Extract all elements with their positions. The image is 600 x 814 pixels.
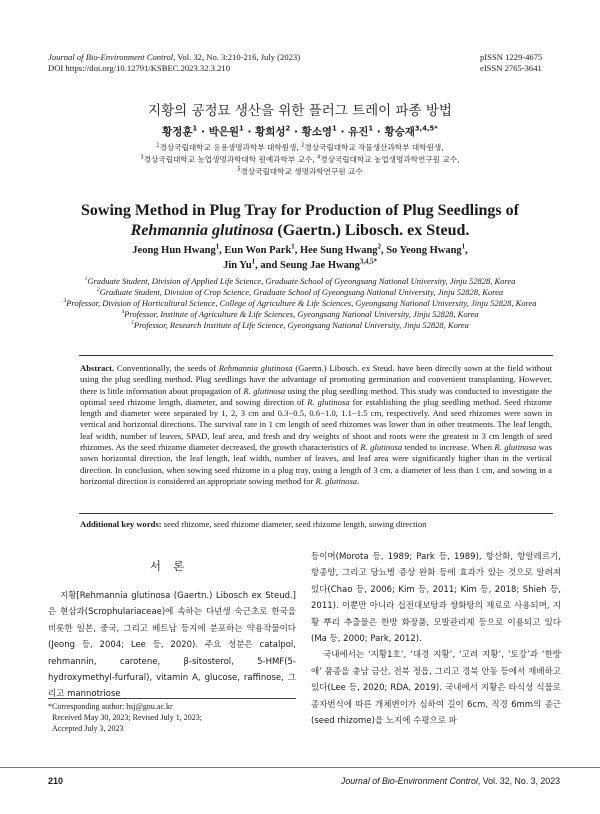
paragraph: 지황[Rehmannia glutinosa (Gaertn.) Libosch ex Steud.]은 현삼과(Scrophulariaceae)에 속하는 다년생 숙근초로 한국을 비롯한 일본, 중국, 그리고 베트남 등지에 분포하는 약용작물이다(Jeong 등, 2004; Lee 등, 2020). 주요 성분은 catalpol, rehmannin, carotene, β-sitosterol, 5-HMF(5-hydroxymethyl-furfural), vitamin A, glucose, raffinose, 그리고 mannotriose bbox=[48, 591, 296, 700]
pissn: pISSN 1229-4675 bbox=[480, 52, 543, 62]
authors-line: Jin Yu$^1$, and Seung Jae Hwang$^{3,4,5*}$ bbox=[223, 258, 377, 271]
english-title bbox=[30, 201, 570, 241]
species-name: R. glutinosa bbox=[315, 475, 358, 486]
affiliation-text: Graduate Student, Division of Crop Science, Graduate School of Gyeongsang National University, Jinju 52828, Korea bbox=[99, 287, 504, 297]
author-affiliation-mark: 1 bbox=[215, 243, 220, 251]
footnote-rule bbox=[48, 698, 296, 699]
abstract-label: Abstract. bbox=[80, 363, 115, 373]
english-authors bbox=[40, 243, 560, 273]
affiliation-line bbox=[50, 276, 550, 287]
affiliation-text: 경상국립대학교 응용생명과학부 대학원생, bbox=[159, 143, 302, 152]
abstract-bottom-rule bbox=[79, 513, 553, 514]
affiliation-line bbox=[50, 287, 550, 298]
author-affiliation-mark: 2 bbox=[285, 124, 291, 133]
korean-title: 지황의 공정묘 생산을 위한 플러그 트레이 파종 방법 bbox=[148, 103, 452, 119]
author-name: 유진 bbox=[348, 126, 369, 138]
abstract bbox=[80, 363, 552, 487]
english-title-line1: Sowing Method in Plug Tray for Production of Plug Seedlings of bbox=[81, 202, 519, 219]
author-affiliation-mark: 1 bbox=[332, 124, 337, 133]
received-date: Received May 30, 2023; Revised July 1, 2023; bbox=[52, 713, 202, 723]
citation-rest: , Vol. 32, No. 3:210-216, July (2023) bbox=[173, 52, 301, 62]
corresponding-author: *Corresponding author: hsj@gnu.ac.kr bbox=[48, 702, 173, 711]
journal-name: Journal of Bio-Environment Control bbox=[48, 52, 174, 62]
paragraph: 등이며(Morota 등, 1989; Park 등, 1989), 항산화, 항알레르기, 항종양, 그리고 당뇨병 증상 완화 등에 효과가 있는 것으로 알려져 있다(Chao 등, 2006; Kim 등, 2011; Kim 등, 2018; Shieh 등, 2011). 이뿐만 아니라 십전대보탕과 쌍화탕의 재료로 사용되며, 지황 뿌리 추출물은 한방 화장품, 모발관리제 등으로 이용되고 있다(Ma 등, 2000; Park, 2012). bbox=[311, 552, 561, 645]
species-name: R. glutinosa bbox=[360, 442, 403, 453]
author-name: 황희성 bbox=[255, 126, 286, 138]
affiliation-text: 경상국립대학교 작물생산과학부 대학원생, bbox=[304, 143, 444, 152]
affiliation-line bbox=[50, 309, 550, 320]
keywords-label: Additional key words: bbox=[80, 519, 162, 529]
affiliation-mark: 2 bbox=[96, 287, 100, 294]
abstract-text: tended to increase. When bbox=[402, 442, 495, 453]
affiliation-line bbox=[50, 320, 550, 331]
affiliation-mark: 1 bbox=[156, 142, 160, 149]
author-affiliation-mark: 1 bbox=[291, 243, 295, 251]
abstract-text: Conventionally, the seeds of bbox=[114, 363, 219, 373]
author-name: Jeong Hun Hwang bbox=[132, 245, 216, 256]
author-name: Hee Sung Hwang bbox=[299, 245, 378, 256]
species-name: R. glutinosa bbox=[494, 442, 537, 453]
eissn: eISSN 2765-3641 bbox=[480, 63, 542, 73]
english-title-line2: Rehmannia glutinosa (Gaertn.) Libosch. ex Steud. bbox=[130, 222, 470, 239]
affiliation-text: Professor, Division of Horticultural Science, College of Agriculture & Life Sciences, Gyeongsang National University, Jinju 52828, Korea bbox=[66, 298, 537, 308]
author-name: Eun Won Park bbox=[224, 245, 292, 256]
author-name: Jin Yu bbox=[223, 260, 252, 271]
affiliation-text: 경상국립대학교 생명과학연구원 교수 bbox=[240, 167, 363, 176]
affiliation-mark: 1 bbox=[84, 276, 88, 283]
accepted-date: Accepted July 3, 2023 bbox=[52, 724, 124, 734]
footer-journal: Journal of Bio-Environment Control, Vol. 32, No. 3, 2023 bbox=[340, 776, 560, 786]
author-name: So Yeong Hwang bbox=[386, 245, 462, 256]
body-right-column bbox=[311, 549, 561, 729]
author-name: 황정훈 bbox=[162, 126, 193, 138]
korean-affiliations bbox=[40, 142, 560, 178]
author-affiliation-mark: 1 bbox=[251, 258, 256, 266]
author-affiliation-mark: 1 bbox=[461, 243, 466, 251]
affiliation-line bbox=[40, 154, 560, 166]
affiliation-line bbox=[40, 142, 560, 154]
abstract-text: using the plug seedling method. This study was conducted to investigate the optimal seed rhizome length, diameter, and sowing direction of bbox=[80, 385, 552, 407]
affiliation-mark: 2 bbox=[301, 142, 305, 149]
species-name: Rehmannia glutinosa bbox=[130, 222, 274, 239]
affiliation-text: Professor, Research Institute of Life Science, Gyeongsang National University, Jinju 52828, Korea bbox=[133, 320, 469, 330]
species-name: Rehmannia glutinosa bbox=[218, 363, 293, 373]
author-affiliation-mark: 1 bbox=[192, 124, 198, 133]
affiliation-mark: 3 bbox=[63, 298, 67, 305]
body-left-column bbox=[48, 588, 296, 703]
affiliation-mark: 5 bbox=[237, 166, 241, 173]
abstract-text: was sown horizontal direction, the leaf length, leaf width, number of leaves, and leaf area were significantly higher than in the vertical direction. In conclusion, when sowing seed rhizome in a plug tray, using a length of 3 cm, a diameter of less than 1 cm, and sowing in a horizontal direction is considered an appropriate sowing method for bbox=[80, 442, 552, 486]
keywords-text: seed rhizome, seed rhizome diameter, seed rhizome length, sowing direction bbox=[161, 519, 427, 529]
affiliation-line bbox=[40, 166, 560, 178]
footer-rule bbox=[0, 767, 600, 768]
species-name: R. glutinosa bbox=[307, 396, 350, 407]
author-name: and Seung Jae Hwang bbox=[260, 260, 360, 271]
doi-link[interactable]: DOI https://doi.org/10.12791/KSBEC.2023.32.3.210 bbox=[48, 63, 230, 73]
abstract-text: (Gaertn.) Libosch. ex Steud. have been directly sown at the field without using the plug seedling method. Plug seedlings have the advantage of promoting germination and convenient transplanting. However, there is little information about propagation of bbox=[80, 363, 553, 396]
affiliation-text: Graduate Student, Division of Applied Life Science, Graduate School of Gyeongsang National University, Jinju 52828, Korea bbox=[87, 276, 516, 286]
page-number: 210 bbox=[48, 776, 64, 786]
species-name: R. glutinosa bbox=[243, 385, 286, 396]
english-affiliations bbox=[50, 276, 550, 331]
affiliation-mark: 5 bbox=[131, 320, 134, 327]
abstract-text: . bbox=[357, 475, 360, 486]
author-affiliation-mark: 1 bbox=[239, 124, 244, 133]
author-affiliation-mark: 3,4,5* bbox=[414, 124, 438, 133]
footnotes bbox=[48, 701, 308, 735]
affiliation-text: 경상국립대학교 농업생명과학연구원 교수, bbox=[320, 155, 460, 164]
author-affiliation-mark: 1 bbox=[368, 124, 374, 133]
author-affiliation-mark: 2 bbox=[377, 243, 381, 251]
affiliation-text: Professor, Institute of Agriculture & Life Sciences, Gyeongsang National University, Jinju 52828, Korea bbox=[124, 309, 479, 319]
affiliation-mark: 4 bbox=[317, 154, 321, 161]
abstract-top-rule bbox=[79, 355, 553, 356]
paragraph: 국내에서는 ‘지황1호’, ‘대경 지황’, ‘고려 지황’, ‘토강’과 ‘한방애’ 품종을 충남 금산, 전북 정읍, 그리고 경북 안동 등에서 재배하고 있다(Lee 등, 2020; RDA, 2019). 국내에서 지황은 타식성 식물로 종자번식에 따른 개체변이가 심하여 길이 6cm, 직경 6mm의 종근(seed rhizome)을 노지에 수평으로 파 bbox=[311, 650, 561, 727]
author-name: 황승재 bbox=[384, 126, 415, 138]
affiliation-text: 경상국립대학교 농업생명과학대학 원예과학부 교수, bbox=[143, 155, 318, 164]
keywords bbox=[80, 519, 552, 530]
author-affiliation-mark: 3,4,5* bbox=[359, 258, 377, 266]
affiliation-mark: 3 bbox=[140, 154, 144, 161]
affiliation-line bbox=[50, 298, 550, 309]
affiliation-mark: 4 bbox=[121, 309, 125, 316]
authors-line: Jeong Hun Hwang$^1$, Eun Won Park$^1$, Hee Sung Hwang$^2$, So Yeong Hwang$^1$, bbox=[132, 243, 468, 256]
abstract-text: for establishing the plug seedling method. Seed rhizome length and diameter were separated by 1, 2, 3 cm and 0.3−0.5, 0.6−1.0, 1.1−1.5 cm, respectively. And seed rhizomes were sown in vertical and horizontal directions. The survival rate in 1 cm length of seed rhizomes was lower than in other treatments. The leaf length, leaf width, number of leaves, SPAD, leaf area, and fresh and dry weights of shoot and roots were the greatest in 3 cm length of seed rhizomes. As the seed rhizome diameter decreased, the growth characteristics of bbox=[80, 396, 552, 453]
section-heading-introduction: 서론 bbox=[149, 559, 197, 573]
author-name: 박은원 bbox=[208, 126, 240, 138]
korean-authors: 황정훈$^1$ · 박은원$^1$ · 황희성$^2$ · 황소영$^1$ · 유진$^1$ · 황승재$^{3,4,5*}$ bbox=[162, 124, 438, 138]
journal-citation bbox=[48, 52, 300, 63]
author-name: 황소영 bbox=[301, 126, 333, 138]
